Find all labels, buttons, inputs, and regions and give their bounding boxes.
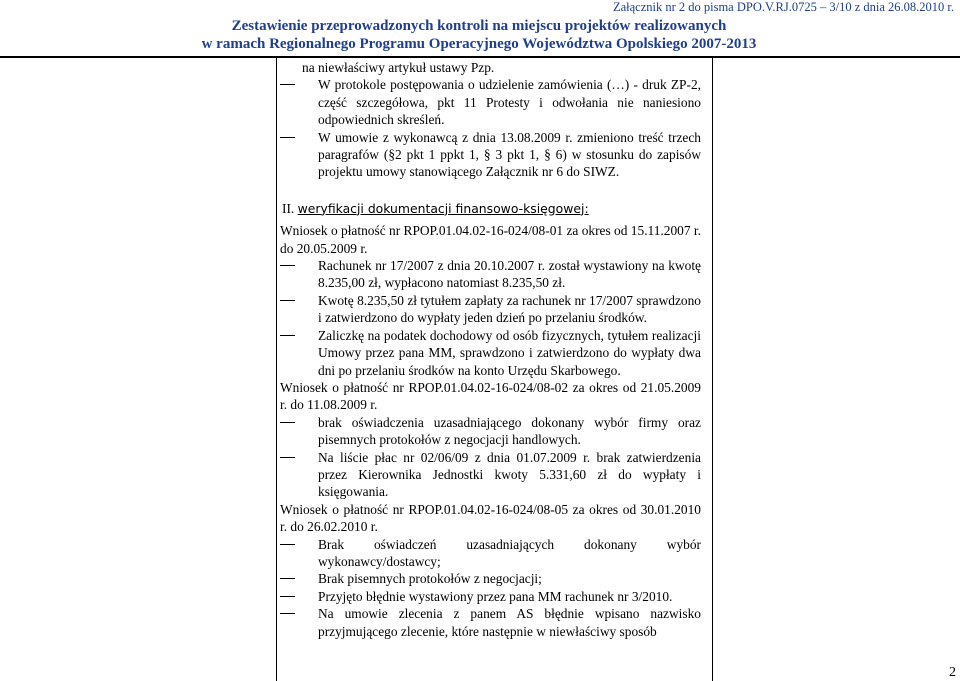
list-item: Na liście płac nr 02/06/09 z dnia 01.07.2009 r. brak zatwierdzenia przez Kierownika Jednostki kwoty 5.331,60 zł do wypłaty i księgowania.: [280, 449, 701, 501]
document-title-line-1: Zestawienie przeprowadzonych kontroli na miejscu projektów realizowanych: [231, 18, 727, 34]
table-column-divider-left: [276, 58, 277, 681]
list-item: Zaliczkę na podatek dochodowy od osób fizycznych, tytułem realizacji Umowy przez pana MM, sprawdzono i zatwierdzono do wypłaty dwa dni po przelaniu środków na konto Urzędu Skarbowego.: [280, 327, 701, 379]
list-item: Przyjęto błędnie wystawiony przez pana MM rachunek nr 3/2010.: [280, 588, 701, 605]
payment-request: Wniosek o płatność nr RPOP.01.04.02-16-024/08-02 za okres od 21.05.2009 r. do 11.08.2009 r.: [280, 379, 701, 413]
payment-request: Wniosek o płatność nr RPOP.01.04.02-16-024/08-05 za okres od 30.01.2010 r. do 26.02.2010 r.: [280, 501, 701, 535]
list-item: W umowie z wykonawcą z dnia 13.08.2009 r. zmieniono treść trzech paragrafów (§2 pkt 1 ppkt 1, § 3 pkt 1, § 6) w stosunku do zapisów projektu umowy stanowiącego Załącznik nr 6 do SIWZ.: [280, 129, 701, 181]
section-number: II.: [282, 200, 295, 216]
list-item: Brak oświadczeń uzasadniających dokonany wybór wykonawcy/dostawcy;: [280, 536, 701, 571]
paragraph: na niewłaściwy artykuł ustawy Pzp.: [302, 60, 495, 75]
document-title-line-2: w ramach Regionalnego Programu Operacyjnego Województwa Opolskiego 2007-2013: [201, 36, 757, 52]
list-item: Na umowie zlecenia z panem AS błędnie wpisano nazwisko przyjmującego zlecenie, które następnie w niewłaściwy sposób: [280, 605, 701, 640]
table-column-divider-right: [712, 58, 713, 681]
table-top-border: [0, 56, 960, 58]
list-item: W protokole postępowania o udzielenie zamówienia (…) - druk ZP-2, część szczegółowa, pkt 11 Protesty i odwołania nie naniesiono odpowiednich skreśleń.: [280, 76, 701, 128]
list-item: brak oświadczenia uzasadniającego dokonany wybór firmy oraz pisemnych protokołów z negocjacji handlowych.: [280, 414, 701, 449]
list-item: Brak pisemnych protokołów z negocjacji;: [280, 570, 701, 587]
findings-cell: [280, 59, 701, 640]
payment-request: Wniosek o płatność nr RPOP.01.04.02-16-024/08-01 za okres od 15.11.2007 r. do 20.05.2009 r.: [280, 223, 701, 256]
list-item: Rachunek nr 17/2007 z dnia 20.10.2007 r. został wystawiony na kwotę 8.235,00 zł, wypłacono natomiast 8.235,50 zł.: [280, 257, 701, 292]
section-heading: [280, 200, 701, 217]
page-number: 2: [949, 665, 956, 680]
list-item: Kwotę 8.235,50 zł tytułem zapłaty za rachunek nr 17/2007 sprawdzono i zatwierdzono do wypłaty jeden dzień po przelaniu środków.: [280, 292, 701, 327]
section-title: weryfikacji dokumentacji finansowo-księgowej:: [297, 200, 589, 216]
document-reference: Załącznik nr 2 do pisma DPO.V.RJ.0725 – 3/10 z dnia 26.08.2010 r.: [612, 0, 954, 14]
